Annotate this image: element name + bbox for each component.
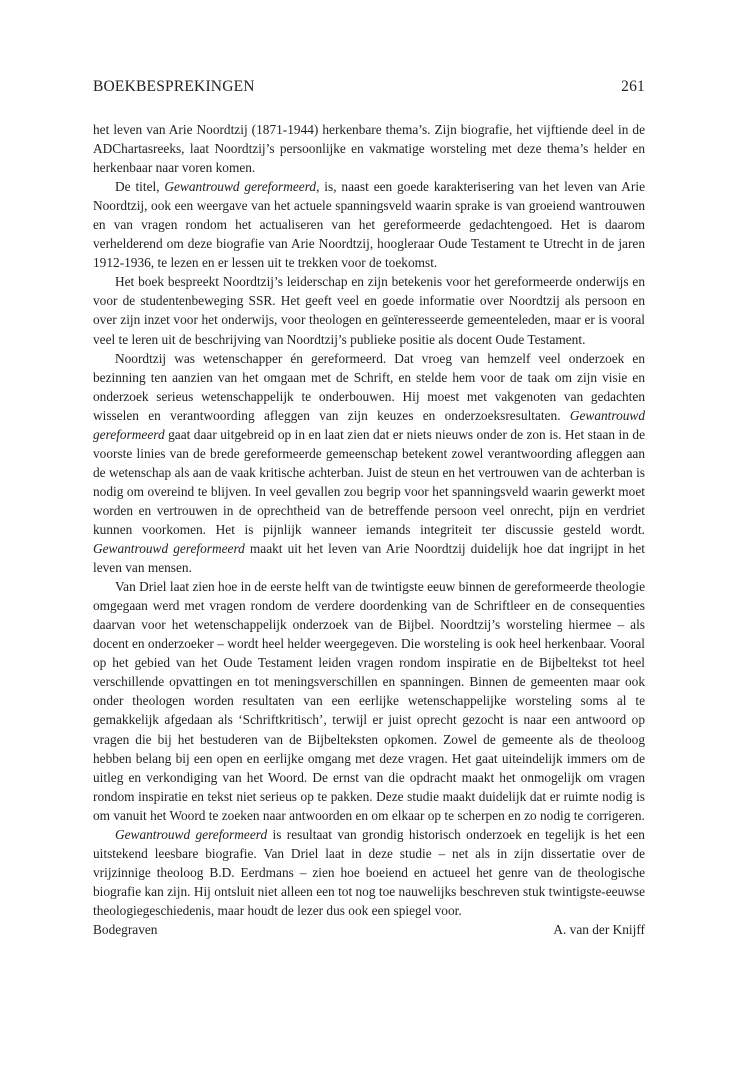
signature-line: [93, 920, 645, 939]
paragraph: De titel, Gewantrouwd gereformeerd, is, naast een goede karakterisering van het leven van Arie Noordtzij, ook een weergave van het actuele spanningsveld waarin sprake is van groeiend wantrouwen en van vragen rondom het actualiseren van het gereformeerde gedachtengoed. Het is daarom verhelderend om deze biografie van Arie Noordtzij, hoogleraar Oude Testament te Utrecht in de jaren 1912-1936, te lezen en er lessen uit te trekken voor de toekomst.: [93, 179, 645, 271]
signature-place: Bodegraven: [93, 921, 158, 937]
paragraph: Van Driel laat zien hoe in de eerste helft van de twintigste eeuw binnen de gereformeerde theologie omgegaan werd met vragen rondom de verdere doordenking van de Schriftleer en de consequenties daarvan voor het wetenschappelijk onderzoek van de Bijbel. Noordtzij’s worsteling hiermee – als docent en onderzoeker – wordt heel helder weergegeven. Die worsteling is ook heel herkenbaar. Vooral op het gebied van het Oude Testament leiden vragen rondom inspiratie en de Bijbeltekst tot heel verschillende opvattingen en tot meningsverschillen en spanningen. Binnen de gemeenten maar ook onder theologen worden resultaten van een eerlijke wetenschappelijke worsteling soms al te gemakkelijk afgedaan als ‘Schriftkritisch’, terwijl er juist oprecht gezocht is naar een antwoord op vragen die bij het bestuderen van de Bijbelteksten opkomen. Zowel de gemeente als de theoloog hebben belang bij een open en eerlijke omgang met deze vragen. Het gaat uiteindelijk immers om de uitleg en verkondiging van het Woord. De ernst van die opdracht maakt het onmogelijk om vragen rondom inspiratie en tekst niet serieus op te pakken. Deze studie maakt duidelijk dat er ruimte nodig is om vanuit het Woord te zoeken naar antwoorden en om elkaar op te scherpen en zo nodig te corrigeren.: [93, 579, 645, 823]
review-body: [93, 120, 645, 939]
paragraph: Gewantrouwd gereformeerd is resultaat van grondig historisch onderzoek en tegelijk is het een uitstekend leesbare biografie. Van Driel laat in deze studie – net als in zijn dissertatie over de vrijzinnige theoloog B.D. Eerdmans – zien hoe boeiend en actueel het genre van de theologische biografie kan zijn. Hij ontsluit niet alleen een tot nog toe nauwelijks beschreven stuk twintigste-eeuwse theologiegeschiedenis, maar houdt de lezer dus ook een spiegel voor.: [93, 826, 645, 918]
page-number: 261: [621, 78, 645, 95]
signature-author: A. van der Knijff: [553, 921, 645, 937]
paragraph: Noordtzij was wetenschapper én gereformeerd. Dat vroeg van hemzelf veel onderzoek en bezinning ten aanzien van het omgaan met de Schrift, en stelde hem voor de taak om zijn visie en onderzoek serieus wetenschappelijk te onderbouwen. Hij moest met vakgenoten van gedachten wisselen en verantwoording afleggen van zijn keuzes en onderzoeksresultaten. Gewantrouwd gereformeerd gaat daar uitgebreid op in en laat zien dat er niets nieuws onder de zon is. Het staan in de voorste linies van de brede gereformeerde gemeenschap betekent zowel verantwoording afleggen aan de wetenschap als aan de vaak kritische achterban. Juist de steun en het vertrouwen van de achterban is nodig om overeind te blijven. In veel gevallen zou begrip voor het spanningsveld waarin gewerkt moet worden en vertrouwen in de oprechtheid van de betreffende persoon veel onrecht, pijn en verdriet kunnen voorkomen. Het is pijnlijk wanneer iemands integriteit ter discussie gesteld wordt. Gewantrouwd gereformeerd maakt uit het leven van Arie Noordtzij duidelijk hoe dat ingrijpt in het leven van mensen.: [93, 350, 645, 576]
book-title: Gewantrouwd gereformeerd: [93, 407, 645, 442]
book-title: Gewantrouwd gereformeerd: [164, 179, 317, 195]
book-title: Gewantrouwd gereformeerd: [115, 826, 268, 842]
section-title: BOEKBESPREKINGEN: [93, 78, 255, 95]
paragraph: Het boek bespreekt Noordtzij’s leiderschap en zijn betekenis voor het gereformeerde onderwijs en voor de studentenbeweging SSR. Het geeft veel en goede informatie over Noordtzij als persoon en over zijn inzet voor het onderwijs, voor theologen en geïnteresseerde gemeenteleden, maar er is vooral veel te leren uit de beschrijving van Noordtzij’s publieke positie als docent Oude Testament.: [93, 274, 645, 347]
book-title: Gewantrouwd gereformeerd: [93, 541, 245, 557]
paragraph: het leven van Arie Noordtzij (1871-1944) herkenbare thema’s. Zijn biografie, het vijftiende deel in de ADChartasreeks, laat Noordtzij’s persoonlijke en vakmatige worsteling met deze thema’s helder en herkenbaar naar voren komen.: [93, 122, 645, 176]
running-header: [93, 78, 645, 96]
